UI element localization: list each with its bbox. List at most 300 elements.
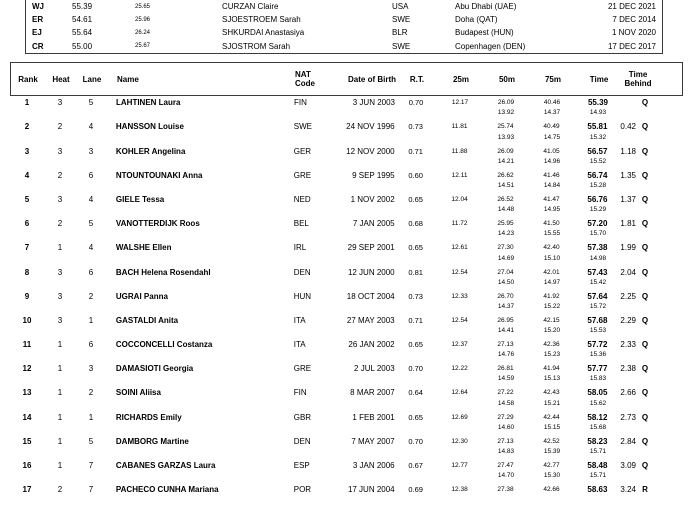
split-25m-cell: 12.61 bbox=[451, 244, 468, 252]
lap-split-50m: 14.76 bbox=[497, 351, 515, 359]
lap-split-75m: 15.15 bbox=[543, 423, 561, 431]
final-time-cell: 58.63 bbox=[587, 485, 608, 495]
result-splits-line bbox=[10, 230, 683, 241]
lane-cell: 6 bbox=[88, 170, 94, 180]
swimmer-name-cell: CABANES GARZAS Laura bbox=[115, 461, 216, 470]
time-behind-value: 2.84 bbox=[620, 436, 636, 446]
time-behind-value: 1.18 bbox=[620, 146, 636, 156]
split-75m-cell: 42.36 bbox=[543, 341, 560, 349]
qualification-flag: Q bbox=[641, 194, 649, 204]
swimmer-name-cell: COCCONCELLI Costanza bbox=[115, 340, 213, 350]
nation-cell: IRL bbox=[293, 243, 307, 253]
lap-split-50m: 14.50 bbox=[497, 278, 515, 286]
lap-split-75m: 15.10 bbox=[543, 254, 561, 262]
lap-split-50m: 14.58 bbox=[497, 399, 515, 407]
final-time-cell: 56.74 bbox=[587, 170, 608, 180]
qualification-flag: Q bbox=[641, 315, 649, 325]
time-behind-value: 2.73 bbox=[620, 412, 636, 422]
heat-cell: 3 bbox=[57, 315, 63, 325]
date-of-birth-cell: 7 JAN 2005 bbox=[352, 219, 395, 229]
final-time-cell: 57.64 bbox=[587, 291, 608, 301]
lane-cell: 3 bbox=[88, 364, 94, 374]
nation-cell: FIN bbox=[294, 98, 307, 108]
results-header-row bbox=[10, 62, 683, 96]
lap-split-100m: 15.36 bbox=[589, 351, 607, 359]
heat-cell: 1 bbox=[57, 340, 63, 350]
reaction-time-cell: 0.67 bbox=[408, 461, 423, 470]
rank-cell: 3 bbox=[24, 146, 30, 156]
header-behind-line2: Behind bbox=[624, 79, 652, 88]
split-25m-cell: 12.30 bbox=[451, 437, 468, 445]
rank-cell: 15 bbox=[22, 436, 32, 446]
split-50m-cell: 27.13 bbox=[497, 437, 514, 445]
lap-split-50m: 14.23 bbox=[497, 230, 515, 238]
lap-split-75m: 14.37 bbox=[543, 109, 561, 117]
nation-cell: ESP bbox=[293, 461, 310, 470]
lane-cell: 6 bbox=[88, 267, 94, 277]
header-name: Name bbox=[117, 74, 139, 84]
qualification-flag: R bbox=[642, 485, 648, 495]
final-time-cell: 57.68 bbox=[587, 315, 608, 325]
header-behind-line1: Time bbox=[628, 70, 648, 79]
reaction-time-cell: 0.65 bbox=[408, 412, 423, 422]
lap-split-100m: 15.83 bbox=[589, 375, 607, 383]
record-tag: ER bbox=[32, 15, 44, 25]
rank-cell: 2 bbox=[24, 122, 30, 132]
record-time: 55.39 bbox=[72, 2, 93, 12]
time-behind-cell bbox=[620, 171, 683, 180]
result-splits-line bbox=[10, 496, 683, 507]
heat-cell: 2 bbox=[57, 122, 63, 132]
split-50m-cell: 27.13 bbox=[497, 341, 514, 349]
rank-cell: 16 bbox=[22, 461, 32, 470]
reaction-time-cell: 0.73 bbox=[408, 291, 423, 301]
reaction-time-cell: 0.65 bbox=[408, 243, 423, 253]
record-nation: SWE bbox=[392, 15, 411, 25]
nation-cell: NED bbox=[293, 194, 311, 204]
final-time-cell: 58.05 bbox=[587, 388, 608, 398]
final-time-cell: 57.20 bbox=[587, 219, 608, 229]
time-behind-value: 2.33 bbox=[620, 340, 636, 350]
lap-split-50m: 13.92 bbox=[497, 109, 515, 117]
result-main-line bbox=[10, 410, 683, 423]
result-row bbox=[10, 386, 683, 410]
record-holder: SJOSTROM Sarah bbox=[222, 41, 291, 51]
split-50m-cell: 26.62 bbox=[497, 171, 514, 179]
record-time: 55.00 bbox=[72, 41, 93, 51]
heat-cell: 1 bbox=[57, 436, 63, 446]
qualification-flag: Q bbox=[641, 388, 649, 398]
qualification-flag: Q bbox=[641, 291, 649, 301]
nation-cell: FIN bbox=[293, 388, 307, 398]
header-nat-line1: NAT bbox=[295, 70, 311, 79]
reaction-time-cell: 0.65 bbox=[408, 194, 423, 204]
lap-split-100m: 14.98 bbox=[589, 254, 607, 262]
reaction-time-cell: 0.65 bbox=[408, 340, 423, 350]
record-split: 25.67 bbox=[135, 43, 151, 50]
lap-split-100m: 15.70 bbox=[589, 230, 607, 238]
split-50m-cell: 26.52 bbox=[497, 195, 514, 203]
header-date-of-birth: Date of Birth bbox=[348, 74, 396, 84]
rank-cell: 4 bbox=[24, 170, 30, 180]
split-75m-cell: 41.47 bbox=[543, 195, 560, 203]
final-time-cell: 56.76 bbox=[587, 194, 608, 204]
date-of-birth-cell: 3 JAN 2006 bbox=[352, 461, 395, 470]
split-25m-cell: 12.54 bbox=[451, 316, 468, 324]
date-of-birth-cell: 12 NOV 2000 bbox=[346, 146, 395, 156]
lane-cell: 4 bbox=[88, 243, 94, 253]
header-50m: 50m bbox=[498, 74, 515, 84]
rank-cell: 10 bbox=[22, 315, 32, 325]
reaction-time-cell: 0.71 bbox=[408, 146, 423, 156]
lap-split-100m: 15.29 bbox=[589, 206, 607, 214]
qualification-flag: Q bbox=[641, 340, 649, 350]
time-behind-value: 2.04 bbox=[620, 267, 636, 277]
nation-cell: GBR bbox=[293, 412, 312, 422]
split-25m-cell: 12.04 bbox=[451, 195, 468, 203]
nation-cell: GRE bbox=[293, 170, 312, 180]
record-row bbox=[26, 13, 662, 26]
record-row bbox=[26, 40, 662, 53]
time-behind-cell bbox=[620, 195, 683, 204]
record-holder: SJOESTROEM Sarah bbox=[222, 15, 301, 25]
result-main-line bbox=[10, 314, 683, 327]
record-nation: BLR bbox=[392, 28, 408, 38]
split-25m-cell: 12.69 bbox=[451, 413, 468, 421]
qualification-flag: Q bbox=[641, 146, 649, 156]
result-row bbox=[10, 169, 683, 193]
swimmer-name-cell: GIELE Tessa bbox=[115, 194, 165, 204]
heat-cell: 2 bbox=[57, 170, 63, 180]
split-75m-cell: 42.44 bbox=[543, 413, 560, 421]
swimmer-name-cell: SOINI Aliisa bbox=[115, 388, 161, 398]
result-splits-line bbox=[10, 206, 683, 217]
result-main-line bbox=[10, 459, 683, 472]
heat-cell: 1 bbox=[57, 388, 63, 398]
split-50m-cell: 26.81 bbox=[497, 365, 514, 373]
qualification-flag: Q bbox=[641, 267, 649, 277]
header-lane: Lane bbox=[82, 74, 102, 84]
heat-cell: 3 bbox=[57, 146, 63, 156]
time-behind-cell bbox=[620, 461, 683, 470]
date-of-birth-cell: 26 JAN 2002 bbox=[348, 340, 395, 350]
record-nation: USA bbox=[392, 2, 409, 12]
swimmer-name-cell: UGRAI Panna bbox=[115, 291, 168, 301]
result-main-line bbox=[10, 120, 683, 133]
date-of-birth-cell: 7 MAY 2007 bbox=[351, 436, 395, 446]
lap-split-100m: 15.71 bbox=[589, 472, 607, 480]
rank-cell: 7 bbox=[24, 243, 30, 253]
rank-cell: 8 bbox=[24, 267, 30, 277]
result-row bbox=[10, 144, 683, 168]
result-splits-line bbox=[10, 400, 683, 411]
time-behind-cell bbox=[620, 219, 683, 228]
heat-cell: 1 bbox=[57, 243, 63, 253]
lane-cell: 2 bbox=[88, 291, 94, 301]
time-behind-cell bbox=[620, 292, 683, 301]
result-row bbox=[10, 314, 683, 338]
final-time-cell: 57.77 bbox=[587, 364, 608, 374]
reaction-time-cell: 0.69 bbox=[408, 485, 423, 495]
result-row bbox=[10, 338, 683, 362]
final-time-cell: 57.38 bbox=[587, 243, 608, 253]
date-of-birth-cell: 3 JUN 2003 bbox=[352, 98, 395, 108]
result-row bbox=[10, 435, 683, 459]
final-time-cell: 58.48 bbox=[587, 461, 608, 470]
record-row bbox=[26, 0, 662, 13]
header-75m: 75m bbox=[544, 74, 561, 84]
lap-split-50m: 14.48 bbox=[497, 206, 515, 214]
final-time-cell: 58.23 bbox=[587, 436, 608, 446]
nation-cell: GRE bbox=[293, 364, 312, 374]
header-25m: 25m bbox=[452, 74, 469, 84]
result-main-line bbox=[10, 290, 683, 303]
split-25m-cell: 12.22 bbox=[451, 365, 468, 373]
lap-split-75m: 15.30 bbox=[543, 472, 561, 480]
time-behind-value: 3.09 bbox=[620, 461, 636, 470]
split-25m-cell: 11.72 bbox=[451, 220, 468, 228]
split-75m-cell: 41.92 bbox=[543, 292, 560, 300]
result-row bbox=[10, 362, 683, 386]
swimmer-name-cell: VANOTTERDIJK Roos bbox=[115, 219, 200, 229]
nation-cell: DEN bbox=[293, 267, 311, 277]
split-25m-cell: 12.37 bbox=[451, 341, 468, 349]
record-tag: EJ bbox=[32, 28, 42, 38]
header-time: Time bbox=[589, 74, 609, 84]
result-splits-line bbox=[10, 375, 683, 386]
split-50m-cell: 26.95 bbox=[497, 316, 514, 324]
split-25m-cell: 11.81 bbox=[451, 123, 468, 131]
reaction-time-cell: 0.70 bbox=[408, 98, 424, 108]
date-of-birth-cell: 17 JUN 2004 bbox=[347, 485, 395, 495]
final-time-cell: 58.12 bbox=[587, 412, 608, 422]
date-of-birth-cell: 8 MAR 2007 bbox=[350, 388, 395, 398]
time-behind-value: 1.81 bbox=[620, 219, 636, 229]
lap-split-100m: 15.53 bbox=[589, 327, 607, 335]
record-holder: SHKURDAI Anastasiya bbox=[222, 28, 305, 38]
qualification-flag: Q bbox=[641, 122, 649, 132]
heat-cell: 1 bbox=[57, 461, 63, 470]
time-behind-cell bbox=[620, 122, 683, 131]
result-row bbox=[10, 459, 683, 483]
header-time-behind bbox=[622, 70, 682, 88]
split-25m-cell: 12.64 bbox=[451, 389, 468, 397]
reaction-time-cell: 0.73 bbox=[408, 122, 423, 132]
split-75m-cell: 41.94 bbox=[543, 365, 560, 373]
record-split: 25.96 bbox=[135, 16, 151, 23]
split-75m-cell: 42.15 bbox=[543, 316, 560, 324]
result-splits-line bbox=[10, 424, 683, 435]
result-row bbox=[10, 483, 683, 507]
qualification-flag: Q bbox=[641, 412, 649, 422]
time-behind-value: 2.29 bbox=[620, 315, 636, 325]
time-behind-value: 2.66 bbox=[620, 388, 636, 398]
lap-split-50m: 14.60 bbox=[497, 423, 515, 431]
swimmer-name-cell: GASTALDI Anita bbox=[115, 315, 179, 325]
lap-split-75m: 14.75 bbox=[543, 133, 561, 141]
swimmer-name-cell: KOHLER Angelina bbox=[115, 146, 186, 156]
lap-split-75m: 15.13 bbox=[543, 375, 561, 383]
time-behind-value: 1.35 bbox=[620, 170, 636, 180]
time-behind-value: 1.37 bbox=[620, 194, 636, 204]
lap-split-75m: 15.23 bbox=[543, 351, 561, 359]
lap-split-75m: 15.22 bbox=[543, 302, 561, 310]
result-splits-line bbox=[10, 279, 683, 290]
time-behind-cell bbox=[620, 268, 683, 277]
nation-cell: BEL bbox=[293, 219, 309, 229]
reaction-time-cell: 0.70 bbox=[408, 436, 423, 446]
qualification-flag: Q bbox=[641, 243, 649, 253]
header-nat-code bbox=[291, 70, 334, 88]
split-75m-cell: 41.05 bbox=[543, 147, 560, 155]
heat-cell: 1 bbox=[57, 412, 63, 422]
split-25m-cell: 11.88 bbox=[451, 147, 468, 155]
lane-cell: 6 bbox=[88, 340, 94, 350]
reaction-time-cell: 0.71 bbox=[408, 315, 423, 325]
nation-cell: DEN bbox=[293, 436, 311, 446]
result-main-line bbox=[10, 362, 683, 375]
split-75m-cell: 42.40 bbox=[543, 244, 560, 252]
split-50m-cell: 26.09 bbox=[497, 99, 515, 107]
time-behind-cell bbox=[620, 364, 683, 373]
lane-cell: 2 bbox=[88, 388, 94, 398]
results-table bbox=[10, 96, 683, 507]
lap-split-75m: 15.39 bbox=[543, 448, 561, 456]
reaction-time-cell: 0.68 bbox=[408, 219, 423, 229]
lap-split-75m: 14.96 bbox=[543, 157, 561, 165]
swimmer-name-cell: NTOUNTOUNAKI Anna bbox=[115, 170, 203, 180]
split-50m-cell: 27.29 bbox=[497, 413, 514, 421]
record-row bbox=[26, 26, 662, 39]
nation-cell: ITA bbox=[293, 315, 306, 325]
lap-split-100m: 15.42 bbox=[589, 278, 607, 286]
nation-cell: GER bbox=[293, 146, 312, 156]
nation-cell: POR bbox=[293, 485, 312, 495]
heat-cell: 2 bbox=[57, 219, 63, 229]
lane-cell: 4 bbox=[88, 194, 94, 204]
split-25m-cell: 12.11 bbox=[451, 171, 468, 179]
lap-split-100m: 15.72 bbox=[589, 302, 607, 310]
result-splits-line bbox=[10, 158, 683, 169]
lap-split-100m: 15.68 bbox=[589, 423, 607, 431]
split-75m-cell: 42.01 bbox=[543, 268, 560, 276]
qualification-flag: Q bbox=[641, 219, 649, 229]
split-75m-cell: 42.66 bbox=[543, 486, 560, 494]
header-reaction-time: R.T. bbox=[409, 74, 425, 84]
time-behind-value: 0.42 bbox=[620, 122, 636, 132]
lap-split-75m: 14.84 bbox=[543, 181, 561, 189]
heat-cell: 3 bbox=[57, 291, 63, 301]
split-50m-cell: 26.70 bbox=[497, 292, 514, 300]
final-time-cell: 57.72 bbox=[587, 340, 608, 350]
lap-split-75m: 14.95 bbox=[543, 206, 561, 214]
split-25m-cell: 12.33 bbox=[451, 292, 468, 300]
record-location: Budapest (HUN) bbox=[455, 28, 514, 38]
split-50m-cell: 25.74 bbox=[497, 123, 514, 131]
record-date: 17 DEC 2017 bbox=[607, 41, 656, 51]
time-behind-cell bbox=[620, 243, 683, 252]
swimmer-name-cell: PACHECO CUNHA Mariana bbox=[115, 485, 219, 495]
split-25m-cell: 12.38 bbox=[451, 486, 468, 494]
lap-split-75m: 15.55 bbox=[543, 230, 561, 238]
time-behind-cell bbox=[621, 98, 683, 107]
record-time: 54.61 bbox=[72, 15, 93, 25]
result-splits-line bbox=[10, 255, 683, 266]
result-splits-line bbox=[10, 182, 683, 193]
split-75m-cell: 40.46 bbox=[543, 99, 561, 107]
lap-split-50m: 14.69 bbox=[497, 254, 515, 262]
lap-split-100m: 15.52 bbox=[589, 157, 607, 165]
date-of-birth-cell: 2 JUL 2003 bbox=[354, 364, 395, 374]
lap-split-50m: 13.93 bbox=[497, 133, 515, 141]
date-of-birth-cell: 1 NOV 2002 bbox=[350, 194, 395, 204]
rank-cell: 12 bbox=[22, 364, 32, 374]
result-splits-line bbox=[10, 351, 683, 362]
heat-cell: 2 bbox=[57, 485, 63, 495]
final-time-cell: 55.81 bbox=[587, 122, 608, 132]
result-main-line bbox=[10, 483, 683, 496]
reaction-time-cell: 0.60 bbox=[408, 170, 423, 180]
lap-split-50m: 14.21 bbox=[497, 157, 515, 165]
split-25m-cell: 12.17 bbox=[451, 99, 469, 107]
lap-split-75m: 15.21 bbox=[543, 399, 561, 407]
time-behind-value: 2.38 bbox=[620, 364, 636, 374]
record-tag: WJ bbox=[32, 2, 44, 12]
split-75m-cell: 41.46 bbox=[543, 171, 560, 179]
record-location: Abu Dhabi (UAE) bbox=[455, 2, 517, 12]
heat-cell: 3 bbox=[57, 194, 63, 204]
lap-split-50m: 14.70 bbox=[497, 472, 515, 480]
date-of-birth-cell: 29 SEP 2001 bbox=[347, 243, 395, 253]
result-row bbox=[10, 193, 683, 217]
split-25m-cell: 12.77 bbox=[451, 462, 468, 469]
record-nation: SWE bbox=[392, 41, 411, 51]
lap-split-100m: 14.93 bbox=[589, 109, 607, 117]
nation-cell: SWE bbox=[293, 122, 312, 132]
record-location: Doha (QAT) bbox=[455, 15, 498, 25]
result-main-line bbox=[10, 144, 683, 157]
split-50m-cell: 27.04 bbox=[497, 268, 514, 276]
result-main-line bbox=[10, 96, 683, 109]
swimmer-name-cell: DAMASIOTI Georgia bbox=[115, 364, 194, 374]
result-main-line bbox=[10, 193, 683, 206]
time-behind-value: 2.25 bbox=[620, 291, 636, 301]
result-splits-line bbox=[10, 134, 683, 145]
rank-cell: 5 bbox=[24, 194, 30, 204]
final-time-cell: 57.43 bbox=[587, 267, 608, 277]
result-main-line bbox=[10, 265, 683, 278]
time-behind-cell bbox=[620, 437, 683, 446]
qualification-flag: Q bbox=[641, 98, 649, 108]
rank-cell: 9 bbox=[24, 291, 30, 301]
split-50m-cell: 27.38 bbox=[497, 486, 514, 494]
lap-split-100m: 15.71 bbox=[589, 448, 607, 456]
result-row bbox=[10, 290, 683, 314]
time-behind-cell bbox=[620, 485, 683, 494]
lane-cell: 4 bbox=[88, 122, 94, 132]
record-date: 1 NOV 2020 bbox=[611, 28, 656, 38]
result-row bbox=[10, 410, 683, 434]
split-50m-cell: 26.09 bbox=[497, 147, 514, 155]
time-behind-cell bbox=[620, 413, 683, 422]
final-time-cell: 56.57 bbox=[587, 146, 608, 156]
lap-split-100m: 15.32 bbox=[589, 133, 607, 141]
nation-cell: HUN bbox=[293, 291, 312, 301]
header-rank: Rank bbox=[18, 74, 38, 84]
result-splits-line bbox=[10, 448, 683, 459]
split-75m-cell: 42.52 bbox=[543, 437, 560, 445]
result-row bbox=[10, 265, 683, 289]
